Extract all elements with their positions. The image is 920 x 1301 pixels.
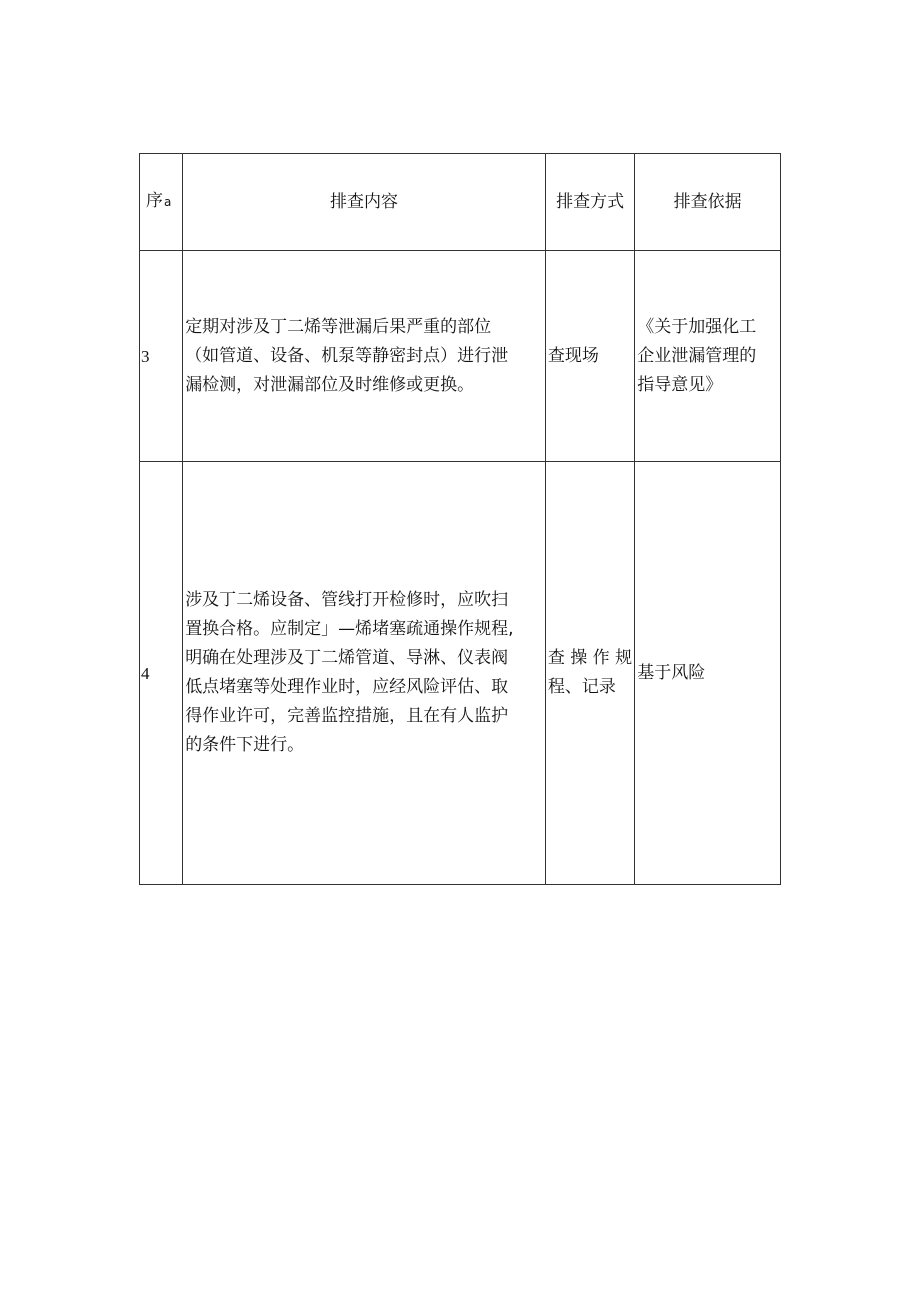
row-number: 4 xyxy=(140,462,183,885)
content-line: 涉及丁二烯设备、管线打开检修时，应吹扫 xyxy=(185,590,509,610)
row-method xyxy=(545,462,634,885)
content-line: 漏检测，对泄漏部位及时维修或更换。 xyxy=(185,374,475,395)
content-line: 低点堵塞等处理作业时，应经风险评估、取 xyxy=(185,677,509,697)
header-method: 排查方式 xyxy=(545,154,634,251)
table-header-row xyxy=(140,154,781,251)
row-basis: 基于风险 xyxy=(635,462,781,885)
content-line: （如管道、设备、机泵等静密封点）进行泄 xyxy=(185,345,509,366)
content-line: 的条件下进行。 xyxy=(185,735,305,755)
header-no-suffix: a xyxy=(164,195,172,209)
basis-line: 企业泄漏管理的 xyxy=(637,345,757,366)
row-basis xyxy=(635,251,781,462)
row-number: 3 xyxy=(140,251,183,462)
header-content: 排查内容 xyxy=(183,154,546,251)
content-line: 明确在处理涉及丁二烯管道、导淋、仪表阀 xyxy=(185,648,509,668)
row-content xyxy=(183,251,546,462)
header-no-label: 序 xyxy=(146,191,163,211)
row-content xyxy=(183,462,546,885)
content-line: 置换合格。应制定」—烯堵塞疏通操作规程, xyxy=(185,619,514,639)
method-line: 程、记录 xyxy=(547,677,616,697)
row-method: 查现场 xyxy=(545,251,634,462)
basis-line: 《关于加强化工 xyxy=(637,316,757,337)
header-no xyxy=(140,154,183,251)
content-line: 定期对涉及丁二烯等泄漏后果严重的部位 xyxy=(185,316,492,337)
inspection-table xyxy=(139,153,781,885)
table-row xyxy=(140,251,781,462)
table-row xyxy=(140,462,781,885)
header-basis: 排查依据 xyxy=(635,154,781,251)
method-line: 查 操 作 规 xyxy=(547,648,633,668)
content-line: 得作业许可，完善监控措施，且在有人监护 xyxy=(185,706,509,726)
basis-line: 指导意见》 xyxy=(637,374,723,395)
